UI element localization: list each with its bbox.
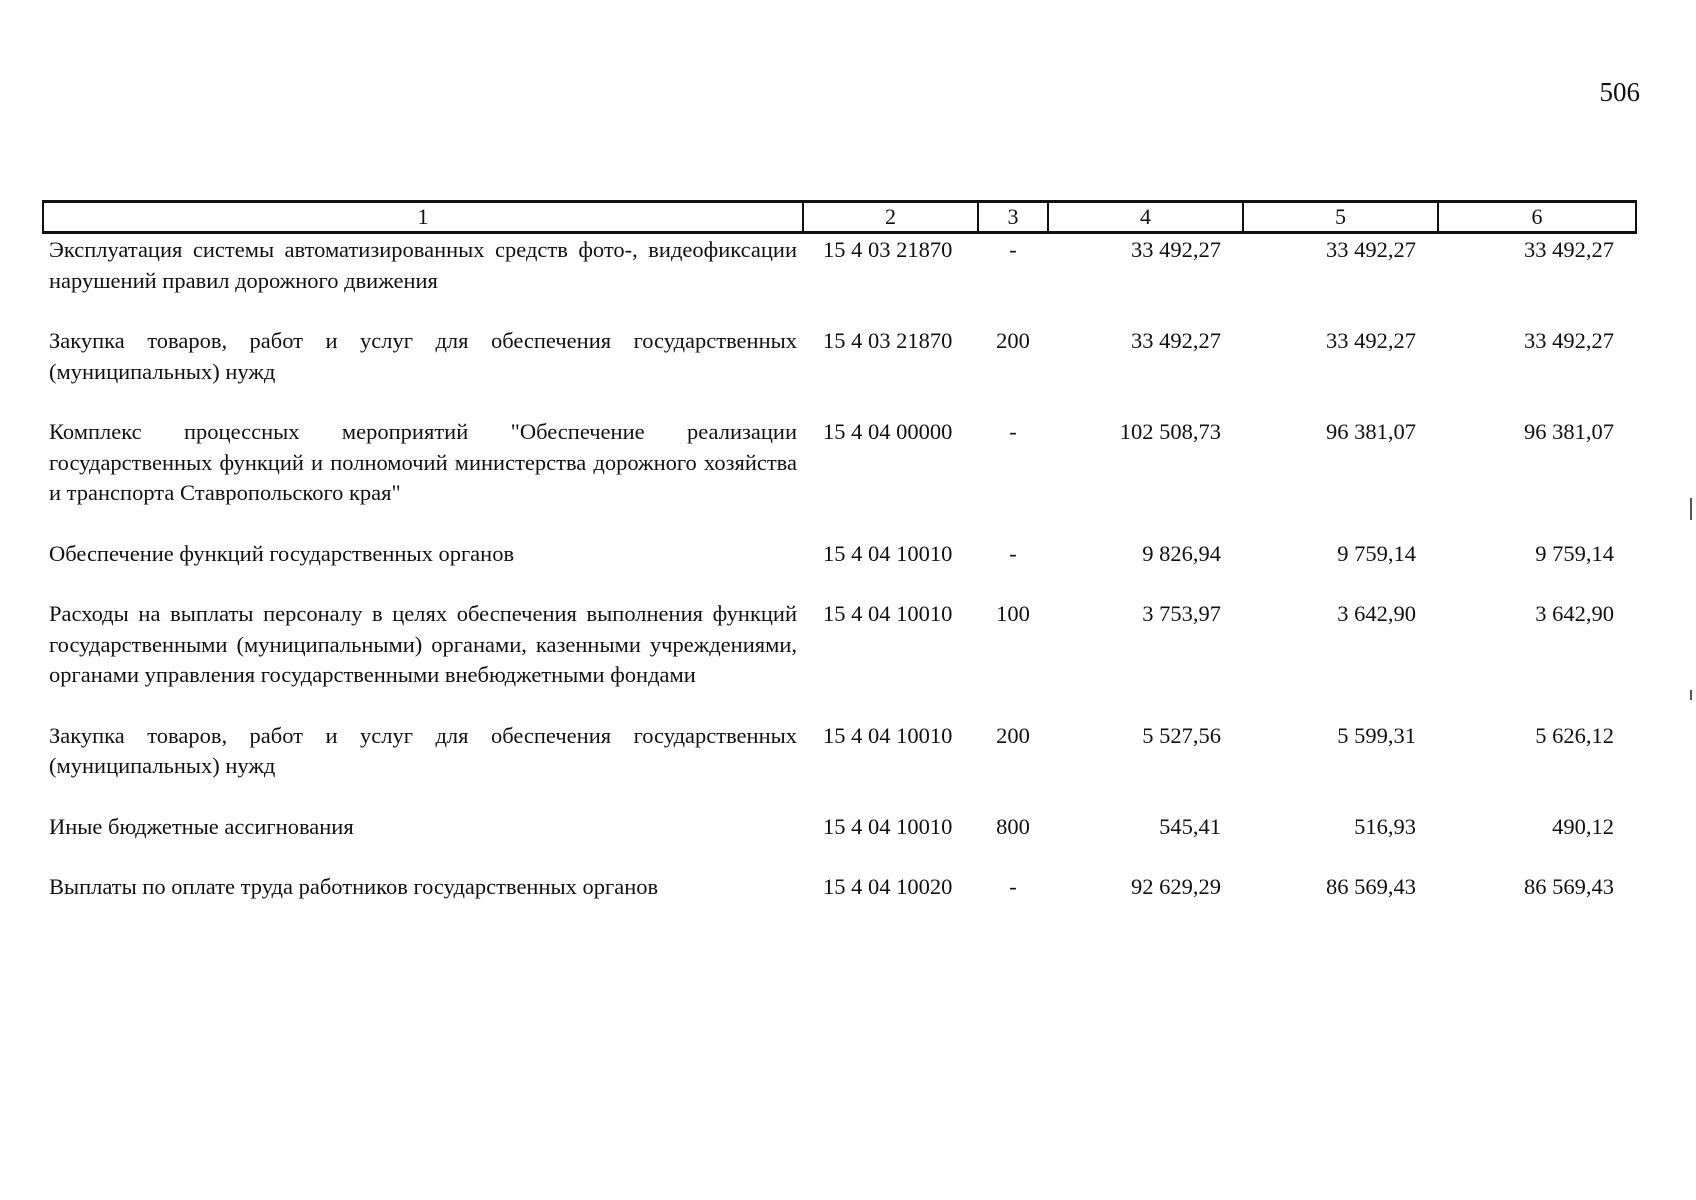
column-number: 3 xyxy=(978,202,1048,233)
column-number-row xyxy=(43,202,1636,233)
amount-year-3: 33 492,27 xyxy=(1524,328,1614,353)
amount-year-2: 9 759,14 xyxy=(1337,540,1416,566)
table-row xyxy=(43,417,1636,539)
column-number: 5 xyxy=(1243,202,1438,233)
table-row xyxy=(43,326,1636,417)
expense-type-code: - xyxy=(1009,237,1017,262)
amount-year-2: 33 492,27 xyxy=(1326,237,1416,262)
target-article-code: 15 4 03 21870 xyxy=(823,328,953,353)
target-article-code: 15 4 04 00000 xyxy=(823,419,953,444)
amount-year-2: 5 599,31 xyxy=(1337,722,1416,748)
column-number: 1 xyxy=(43,202,803,233)
table-row xyxy=(43,721,1636,812)
column-number: 4 xyxy=(1048,202,1243,233)
amount-year-1: 545,41 xyxy=(1159,813,1221,839)
scan-edge-mark xyxy=(1690,498,1692,520)
amount-year-1: 33 492,27 xyxy=(1131,328,1221,353)
amount-year-1: 9 826,94 xyxy=(1142,540,1221,566)
table-row xyxy=(43,599,1636,721)
amount-year-1: 5 527,56 xyxy=(1142,722,1221,748)
target-article-code: 15 4 04 10010 xyxy=(823,540,953,566)
table-row xyxy=(43,812,1636,873)
budget-table xyxy=(42,200,1637,933)
amount-year-2: 96 381,07 xyxy=(1326,419,1416,444)
column-number: 2 xyxy=(803,202,978,233)
expense-name: Эксплуатация системы автоматизированных средств фото-, видеофиксации нарушений правил дорожного движения xyxy=(49,237,797,293)
amount-year-2: 516,93 xyxy=(1354,813,1416,839)
amount-year-1: 33 492,27 xyxy=(1131,237,1221,262)
expense-type-code: - xyxy=(1009,540,1017,566)
amount-year-3: 3 642,90 xyxy=(1535,601,1614,626)
target-article-code: 15 4 04 10010 xyxy=(823,813,953,839)
expense-name: Выплаты по оплате труда работников государственных органов xyxy=(49,874,659,899)
target-article-code: 15 4 03 21870 xyxy=(823,237,953,262)
page-number: 506 xyxy=(1599,77,1640,107)
amount-year-3: 5 626,12 xyxy=(1535,722,1614,748)
expense-name: Закупка товаров, работ и услуг для обеспечения государственных (муниципальных) нужд xyxy=(49,722,797,778)
expense-name: Расходы на выплаты персоналу в целях обеспечения выполнения функций государственными (муниципальными) органами, казенными учреждениями, органами управления государственными внебюджетными фондами xyxy=(49,601,797,687)
table-row xyxy=(43,539,1636,600)
amount-year-3: 490,12 xyxy=(1552,813,1614,839)
target-article-code: 15 4 04 10020 xyxy=(823,874,953,899)
amount-year-2: 86 569,43 xyxy=(1326,874,1416,899)
expense-name: Иные бюджетные ассигнования xyxy=(49,813,354,839)
expense-type-code: 100 xyxy=(996,601,1030,626)
amount-year-3: 86 569,43 xyxy=(1524,874,1614,899)
table-row xyxy=(43,233,1636,327)
target-article-code: 15 4 04 10010 xyxy=(823,722,953,748)
amount-year-3: 96 381,07 xyxy=(1524,419,1614,444)
expense-type-code: 800 xyxy=(996,813,1030,839)
target-article-code: 15 4 04 10010 xyxy=(823,601,953,626)
amount-year-3: 9 759,14 xyxy=(1535,540,1614,566)
amount-year-1: 92 629,29 xyxy=(1131,874,1221,899)
amount-year-1: 3 753,97 xyxy=(1142,601,1221,626)
expense-type-code: 200 xyxy=(996,328,1030,353)
expense-type-code: - xyxy=(1009,874,1017,899)
column-number: 6 xyxy=(1438,202,1636,233)
amount-year-2: 33 492,27 xyxy=(1326,328,1416,353)
amount-year-1: 102 508,73 xyxy=(1119,419,1221,444)
expense-name: Комплекс процессных мероприятий "Обеспечение реализации государственных функций и полномочий министерства дорожного хозяйства и транспорта Ставропольского края" xyxy=(49,419,797,505)
expense-name: Обеспечение функций государственных органов xyxy=(49,540,515,566)
table-row xyxy=(43,872,1636,933)
expense-name: Закупка товаров, работ и услуг для обеспечения государственных (муниципальных) нужд xyxy=(49,328,797,384)
amount-year-2: 3 642,90 xyxy=(1337,601,1416,626)
scan-edge-mark xyxy=(1690,690,1692,700)
expense-type-code: - xyxy=(1009,419,1017,444)
expense-type-code: 200 xyxy=(996,722,1030,748)
amount-year-3: 33 492,27 xyxy=(1524,237,1614,262)
